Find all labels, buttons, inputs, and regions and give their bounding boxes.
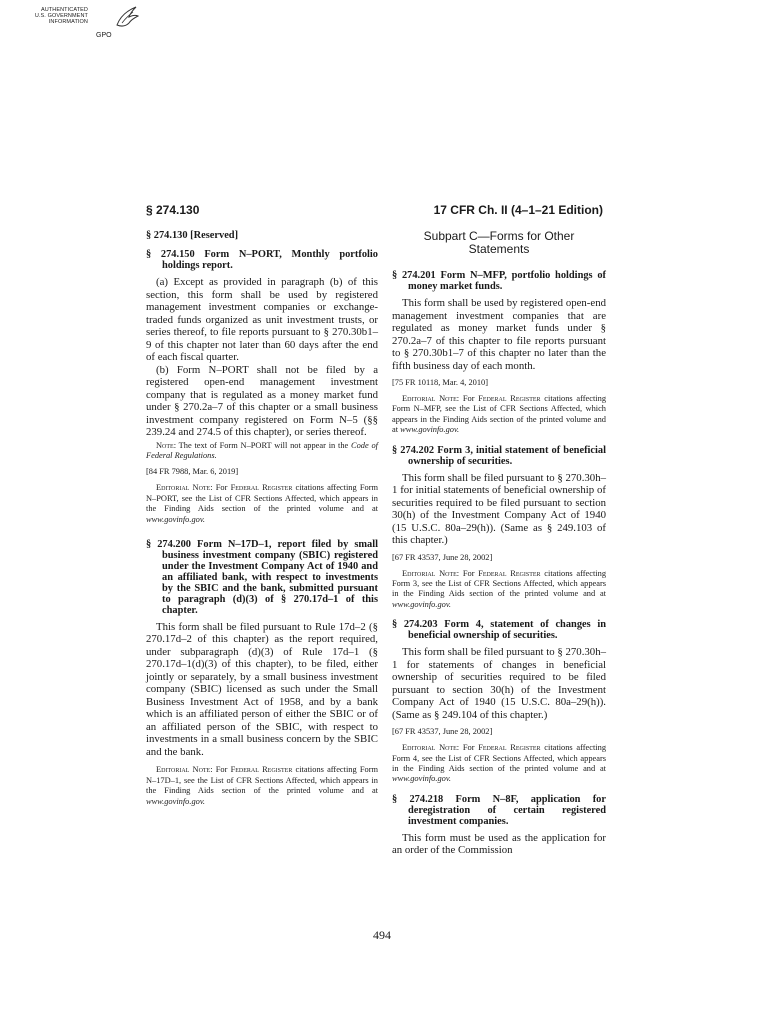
section-274-150-para-b: (b) Form N–PORT shall not be filed by a registered open-end management investment company that is regulated as a money market fund under § 270.2a–7 of this chapter or a small business investment company registered on Form N–5 (§§ 239.24 and 274.5 of this chapter), or series thereof. — [146, 363, 378, 438]
section-274-202-editorial-note — [392, 569, 606, 611]
section-274-200-heading: § 274.200 Form N–17D–1, report filed by small business investment company (SBIC) registered under the Investment Company Act of 1940 and an affiliated bank, with respect to investments by the SBIC and the bank, submitted pursuant to paragraph (d)(3) of § 270.17d–1 of this chapter. — [146, 538, 378, 616]
federal-register-text: Federal Register — [478, 394, 541, 403]
govinfo-url: www.govinfo.gov. — [392, 599, 452, 609]
section-274-202-para: This form shall be filed pursuant to § 270.30h–1 for initial statements of beneficial ownership of securities required to be filed pursuant to section 30(h) of the Investment Company Act of 1940 (15 U.S.C. 80a–29(h)). (Same as § 249.103 of this chapter.) — [392, 471, 606, 547]
note-label: Note: — [156, 440, 177, 450]
subpart-c-heading: Subpart C—Forms for Other Statements — [423, 229, 575, 256]
logo-text-line3: INFORMATION — [48, 19, 88, 25]
section-274-150-editorial-note — [146, 483, 378, 525]
logo-text-line1: AUTHENTICATED — [40, 7, 88, 13]
editorial-note-text: citations affecting Form N–17D–1, see the List of CFR Sections Affected, which appears in the Finding Aids section of the printed volume and at — [146, 765, 379, 796]
editorial-note-label: Editorial Note: — [402, 568, 460, 578]
right-column — [392, 230, 606, 857]
section-274-150-heading: § 274.150 Form N–PORT, Monthly portfolio holdings report. — [146, 249, 378, 271]
federal-register-text: Federal Register — [478, 743, 541, 753]
running-header-edition: 17 CFR Ch. II (4–1–21 Edition) — [433, 203, 603, 217]
section-274-202-citation: [67 FR 43537, June 28, 2002] — [392, 552, 493, 562]
govinfo-url: www.govinfo.gov. — [392, 774, 452, 784]
editorial-note-text: For — [459, 568, 479, 578]
section-274-201-editorial-note — [392, 394, 606, 436]
section-274-200-para: This form shall be filed pursuant to Rule 17d–2 (§ 270.17d–2 of this chapter) as the report required, under subparagraph (d)(3) of Rule 17d–1 (§ 270.17d–1(d)(3) of this chapter), to be filed, either jointly or separately, by a small business investment company (SBIC) licensed as such under the Small Business Investment Act of 1958, and by a bank which is an affiliated person of either the SBIC or of an affiliated person of the SBIC, with respect to investments in a small business concern by the SBIC and the bank. — [146, 620, 378, 758]
editorial-note-text: citations affecting Form 3, see the List of CFR Sections Affected, which appears in the Finding Aids section of the printed volume and at — [392, 568, 607, 599]
note-italic: Code of Federal Regulations. — [146, 440, 378, 460]
editorial-note-text: citations affecting Form 4, see the List of CFR Sections Affected, which appears in the Finding Aids section of the printed volume and at — [392, 743, 607, 774]
section-274-201-citation: [75 FR 10118, Mar. 4, 2010] — [392, 378, 489, 387]
section-274-203-citation: [67 FR 43537, June 28, 2002] — [392, 727, 493, 737]
left-column — [146, 230, 378, 807]
govinfo-url: www.govinfo.gov. — [146, 514, 206, 524]
note-text: The text of Form N–PORT will not appear in the — [176, 440, 352, 450]
section-274-130-heading: § 274.130 [Reserved] — [146, 230, 239, 241]
page-number: 494 — [373, 928, 391, 942]
section-274-201-heading: § 274.201 Form N–MFP, portfolio holdings of money market funds. — [392, 270, 606, 292]
editorial-note-text: citations affecting Form N–PORT, see the List of CFR Sections Affected, which appears in the Finding Aids section of the printed volume and at — [146, 483, 379, 514]
federal-register-text: Federal Register — [230, 765, 293, 775]
editorial-note-label: Editorial Note: — [156, 483, 213, 493]
editorial-note-text: For — [212, 765, 231, 775]
federal-register-text: Federal Register — [230, 483, 293, 493]
eagle-icon — [114, 5, 140, 31]
section-274-150-note — [146, 441, 378, 462]
govinfo-url: www.govinfo.gov. — [400, 425, 460, 435]
editorial-note-label: Editorial Note: — [402, 394, 460, 403]
editorial-note-label: Editorial Note: — [402, 743, 460, 753]
section-274-150-citation: [84 FR 7988, Mar. 6, 2019] — [146, 467, 239, 477]
editorial-note-text: For — [212, 483, 231, 493]
section-274-203-heading: § 274.203 Form 4, statement of changes in beneficial ownership of securities. — [392, 619, 606, 642]
gpo-authentication-logo — [30, 5, 142, 45]
running-header-section: § 274.130 — [146, 203, 200, 217]
section-274-203-editorial-note — [392, 743, 606, 785]
editorial-note-text: For — [459, 743, 479, 753]
logo-gpo-text: GPO — [96, 32, 112, 39]
editorial-note-text: citations affecting Form N–MFP, see the List of CFR Sections Affected, which appears in the Finding Aids section of the printed volume and at — [392, 394, 607, 435]
section-274-150-para-a: (a) Except as provided in paragraph (b) of this section, this form shall be used by registered management investment companies or exchange-traded funds organized as unit investment trusts, or series thereof, to file reports pursuant to § 270.30b1–9 of this chapter not later than 60 days after the end of each fiscal quarter. — [146, 276, 378, 363]
logo-text-line2: U.S. GOVERNMENT — [34, 13, 88, 19]
govinfo-url: www.govinfo.gov. — [146, 796, 206, 806]
section-274-218-heading: § 274.218 Form N–8F, application for deregistration of certain registered investment companies. — [392, 793, 606, 827]
section-274-218-para: This form must be used as the application for an order of the Commission — [392, 831, 606, 857]
section-274-201-para: This form shall be used by registered open-end management investment companies that are regulated as money market funds under § 270.2a–7 of this chapter to file reports pursuant to § 270.30b1–7 of this chapter no later than the fifth business day of each month. — [392, 297, 606, 372]
section-274-203-para: This form shall be filed pursuant to § 270.30h–1 for statements of changes in beneficial ownership of securities required to be filed pursuant to section 30(h) of the Investment Company Act of 1940 (15 U.S.C. 80a–29(h)). (Same as § 249.104 of this chapter.) — [392, 646, 606, 721]
section-274-202-heading: § 274.202 Form 3, initial statement of beneficial ownership of securities. — [392, 444, 606, 467]
editorial-note-text: For — [459, 394, 479, 403]
federal-register-text: Federal Register — [478, 568, 541, 578]
editorial-note-label: Editorial Note: — [156, 765, 213, 775]
section-274-200-editorial-note — [146, 765, 378, 807]
